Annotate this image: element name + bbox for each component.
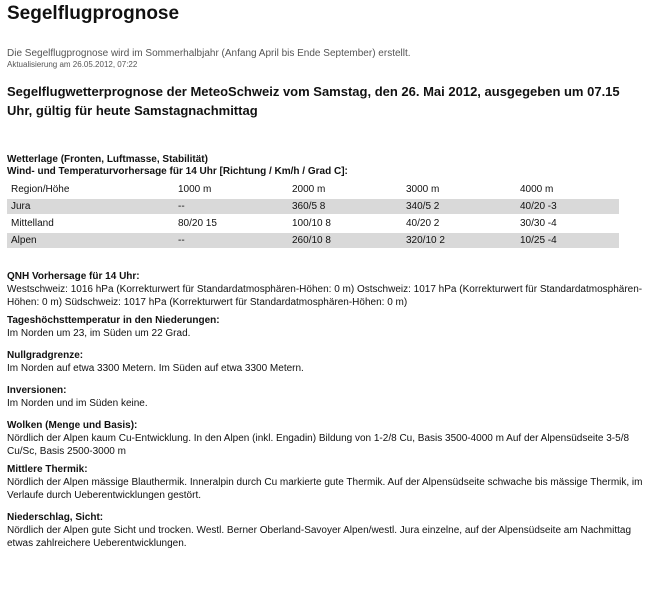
- table-cell: 340/5 2: [402, 199, 516, 214]
- clouds-title: Wolken (Menge und Basis):: [7, 420, 138, 431]
- page: [0, 3, 650, 550]
- table-cell: 40/20 -3: [516, 199, 619, 214]
- table-cell: --: [174, 233, 288, 248]
- freezing-level-section: [7, 350, 643, 375]
- temperature-title: Tageshöchsttemperatur in den Niederungen:: [7, 315, 220, 326]
- table-cell: 260/10 8: [288, 233, 402, 248]
- table-row: [7, 199, 619, 214]
- table-cell: 30/30 -4: [520, 218, 557, 229]
- forecast-headline: Segelflugwetterprognose der MeteoSchweiz vom Samstag, den 26. Mai 2012, ausgegeben um 07.15 Uhr, gültig für heute Samstagnachmittag: [7, 84, 620, 118]
- temperature-text: Im Norden um 23, im Süden um 22 Grad.: [7, 328, 191, 339]
- wind-temperature-table: [7, 180, 619, 250]
- table-cell: 100/10 8: [292, 218, 331, 229]
- precipitation-text: Nördlich der Alpen gute Sicht und trocken. Westl. Berner Oberland-Savoyer Alpen/westl. Jura einzelne, auf der Alpensüdseite am Nachmittag etwas zahlreichere Ueberentwicklungen.: [7, 525, 632, 549]
- inversions-section: [7, 385, 643, 410]
- table-header-cell: 3000 m: [406, 184, 440, 195]
- freezing-level-text: Im Norden auf etwa 3300 Metern. Im Süden auf etwa 3300 Metern.: [7, 363, 304, 374]
- table-row: [7, 233, 619, 248]
- table-header-cell: 1000 m: [178, 184, 212, 195]
- table-cell: Jura: [7, 199, 174, 214]
- table-header-cell: Region/Höhe: [11, 184, 70, 195]
- clouds-section: [7, 420, 643, 458]
- qnh-section: [7, 271, 643, 309]
- qnh-text: Westschweiz: 1016 hPa (Korrekturwert für Standardatmosphären-Höhen: 0 m) Ostschweiz: 1017 hPa (Korrekturwert für Standardatmosphären-Höhen: 0 m) Südschweiz: 1017 hPa (Korrekturwert für Standardatmosphären-Höhen: 0 m): [7, 284, 643, 308]
- table-cell: Alpen: [7, 233, 174, 248]
- intro-text: Die Segelflugprognose wird im Sommerhalbjahr (Anfang April bis Ende September) erstellt.: [7, 48, 411, 59]
- table-cell: 40/20 2: [406, 218, 440, 229]
- freezing-level-title: Nullgradgrenze:: [7, 350, 84, 361]
- table-row: [7, 216, 619, 231]
- table-cell: Mittelland: [11, 218, 54, 229]
- qnh-title: QNH Vorhersage für 14 Uhr:: [7, 271, 140, 282]
- page-title: Segelflugprognose: [7, 3, 180, 24]
- update-timestamp: Aktualisierung am 26.05.2012, 07:22: [7, 60, 138, 69]
- inversions-text: Im Norden und im Süden keine.: [7, 398, 148, 409]
- clouds-text: Nördlich der Alpen kaum Cu-Entwicklung. In den Alpen (inkl. Engadin) Bildung von 1-2/8 Cu, Basis 3500-4000 m Auf der Alpensüdseite 3-5/8 Cu/Sc, Basis 2500-3000 m: [7, 433, 630, 457]
- thermals-title: Mittlere Thermik:: [7, 464, 88, 475]
- wetterlage-title: Wetterlage (Fronten, Luftmasse, Stabilität): [7, 154, 208, 165]
- precipitation-section: [7, 512, 643, 550]
- table-cell: 80/20 15: [178, 218, 217, 229]
- table-header-row: [7, 182, 619, 197]
- thermals-section: [7, 464, 643, 502]
- precipitation-title: Niederschlag, Sicht:: [7, 512, 104, 523]
- table-header-cell: 2000 m: [292, 184, 326, 195]
- wind-forecast-title: Wind- und Temperaturvorhersage für 14 Uhr [Richtung / Km/h / Grad C]:: [7, 166, 348, 177]
- thermals-text: Nördlich der Alpen mässige Blauthermik. Inneralpin durch Cu markierte gute Thermik. Auf der Alpensüdseite schwache bis mässige Thermik, im Verlaufe durch Ueberentwicklungen gestört.: [7, 477, 643, 501]
- table-cell: 360/5 8: [288, 199, 402, 214]
- table-cell: 320/10 2: [402, 233, 516, 248]
- table-cell: --: [174, 199, 288, 214]
- table-header-cell: 4000 m: [520, 184, 554, 195]
- table-cell: 10/25 -4: [516, 233, 619, 248]
- wetterlage-section: [7, 154, 643, 250]
- temperature-section: [7, 315, 643, 340]
- inversions-title: Inversionen:: [7, 385, 67, 396]
